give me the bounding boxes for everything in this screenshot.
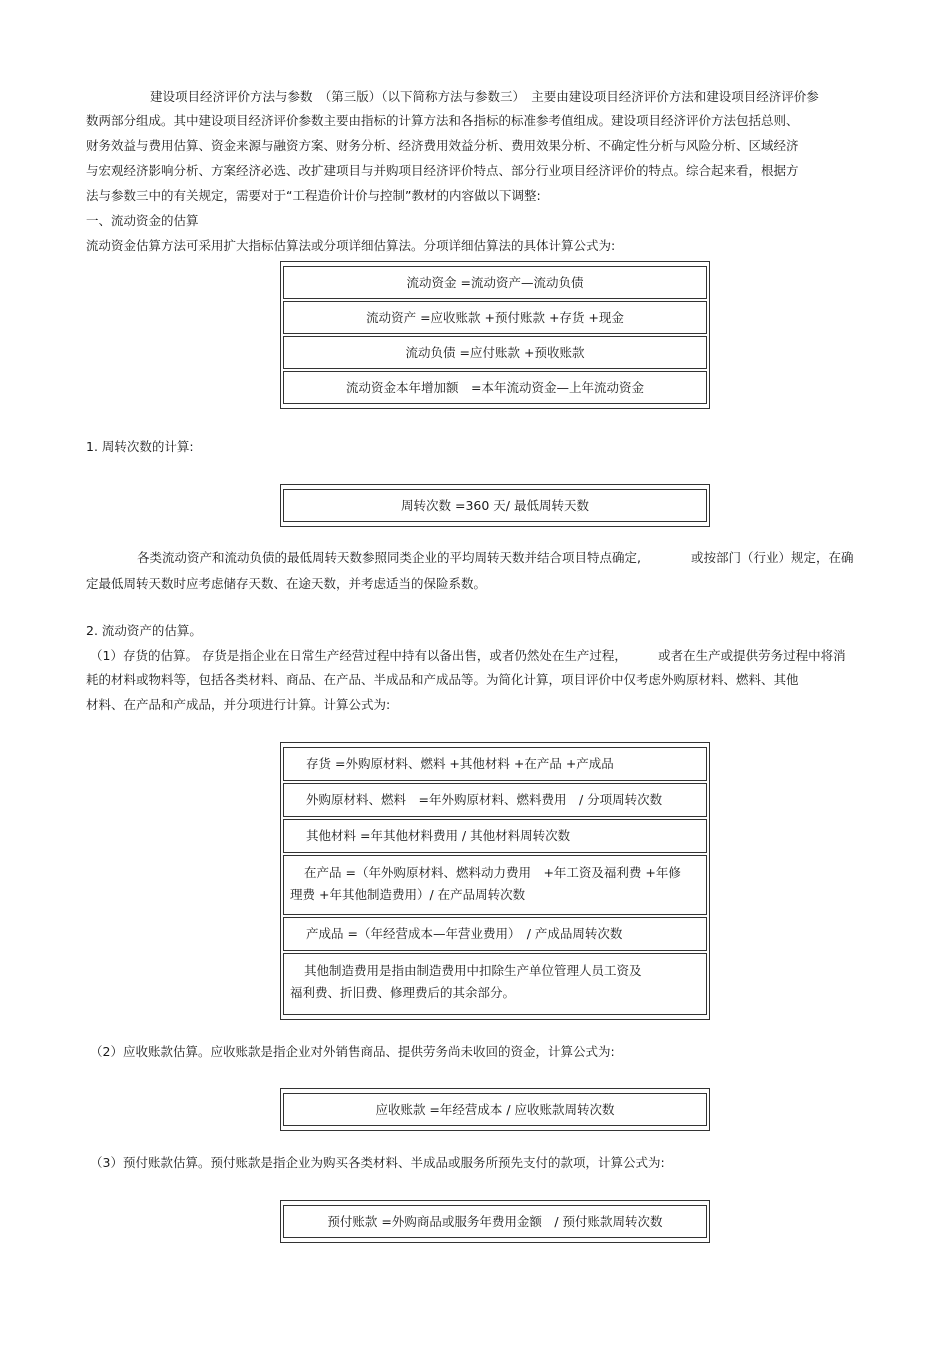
formula-text: 理费 +年其他制造费用）/ 在产品周转次数 (290, 887, 526, 902)
formula-row: 应收账款 =年经营成本 / 应收账款周转次数 (283, 1093, 707, 1126)
formula-row (283, 917, 707, 951)
paragraph-days-line-2: 定最低周转天数时应考虑储存天数、在途天数，并考虑适当的保险系数。 (86, 576, 487, 591)
formula-row: 预付账款 =外购商品或服务年费用金额 / 预付账款周转次数 (283, 1205, 707, 1238)
intro-line-1: 建设项目经济评价方法与参数 （第三版）（以下简称方法与参数三） 主要由建设项目经济评价方法和建设项目经济评价参 (150, 89, 819, 104)
formula-box-turnover (280, 484, 710, 527)
paragraph-receivable: （2）应收账款估算。应收账款是指企业对外销售商品、提供劳务尚未收回的资金，计算公式为: (90, 1044, 615, 1059)
formula-text: 产成品 =（年经营成本—年营业费用） / 产成品周转次数 (306, 926, 623, 941)
intro-line-2: 数两部分组成。其中建设项目经济评价参数主要由指标的计算方法和各指标的标准参考值组成。建设项目经济评价方法包括总则、 (86, 113, 799, 128)
formula-box-prepaid (280, 1200, 710, 1243)
formula-row: 流动资金 =流动资产—流动负债 (283, 266, 707, 299)
formula-row (283, 747, 707, 781)
intro-line-5: 法与参数三中的有关规定，需要对于“工程造价计价与控制”教材的内容做以下调整: (86, 188, 541, 203)
paragraph-inventory-line-1: （1）存货的估算。 存货是指企业在日常生产经营过程中持有以备出售，或者仍然处在生产过程， 或者在生产或提供劳务过程中将消 (90, 648, 846, 663)
intro-line-4: 与宏观经济影响分析、方案经济必选、改扩建项目与并购项目经济评价特点、部分行业项目经济评价的特点。综合起来看，根据方 (86, 163, 799, 178)
formula-row: 流动资金本年增加额 =本年流动资金—上年流动资金 (283, 371, 707, 404)
paragraph-prepaid: （3）预付账款估算。预付账款是指企业为购买各类材料、半成品或服务所预先支付的款项，计算公式为: (90, 1155, 665, 1170)
formula-text: 福利费、折旧费、修理费后的其余部分。 (290, 985, 516, 1000)
section-heading: 一、流动资金的估算 (86, 213, 199, 228)
intro-line-3: 财务效益与费用估算、资金来源与融资方案、财务分析、经济费用效益分析、费用效果分析、不确定性分析与风险分析、区域经济 (86, 138, 799, 153)
formula-text: 其他材料 =年其他材料费用 / 其他材料周转次数 (306, 828, 571, 843)
formula-row (283, 953, 707, 1015)
formula-text: 存货 =外购原材料、燃料 +其他材料 +在产品 +产成品 (306, 756, 614, 771)
formula-box-working-capital (280, 261, 710, 409)
formula-text: 其他制造费用是指由制造费用中扣除生产单位管理人员工资及 (304, 963, 642, 978)
formula-row (283, 783, 707, 817)
paragraph-inventory-line-3: 材料、在产品和产成品，并分项进行计算。计算公式为: (86, 697, 391, 712)
paragraph-days-line-1: 各类流动资产和流动负债的最低周转天数参照同类企业的平均周转天数并结合项目特点确定, 或按部门（行业）规定，在确 (137, 550, 854, 565)
paragraph-inventory-line-2: 耗的材料或物料等，包括各类材料、商品、在产品、半成品和产成品等。为简化计算，项目评价中仅考虑外购原材料、燃料、其他 (86, 672, 799, 687)
formula-text: 外购原材料、燃料 =年外购原材料、燃料费用 / 分项周转次数 (306, 792, 663, 807)
section-description: 流动资金估算方法可采用扩大指标估算法或分项详细估算法。分项详细估算法的具体计算公式为: (86, 238, 616, 253)
item-heading-turnover: 1. 周转次数的计算: (86, 439, 194, 454)
formula-row: 流动负债 =应付账款 +预收账款 (283, 336, 707, 369)
item-heading-current-assets: 2. 流动资产的估算。 (86, 623, 202, 638)
formula-row (283, 855, 707, 915)
formula-row: 流动资产 =应收账款 +预付账款 +存货 +现金 (283, 301, 707, 334)
formula-row: 周转次数 =360 天/ 最低周转天数 (283, 489, 707, 522)
formula-row (283, 819, 707, 853)
formula-box-receivable (280, 1088, 710, 1131)
formula-box-inventory (280, 742, 710, 1020)
formula-text: 在产品 =（年外购原材料、燃料动力费用 +年工资及福利费 +年修 (304, 865, 681, 880)
